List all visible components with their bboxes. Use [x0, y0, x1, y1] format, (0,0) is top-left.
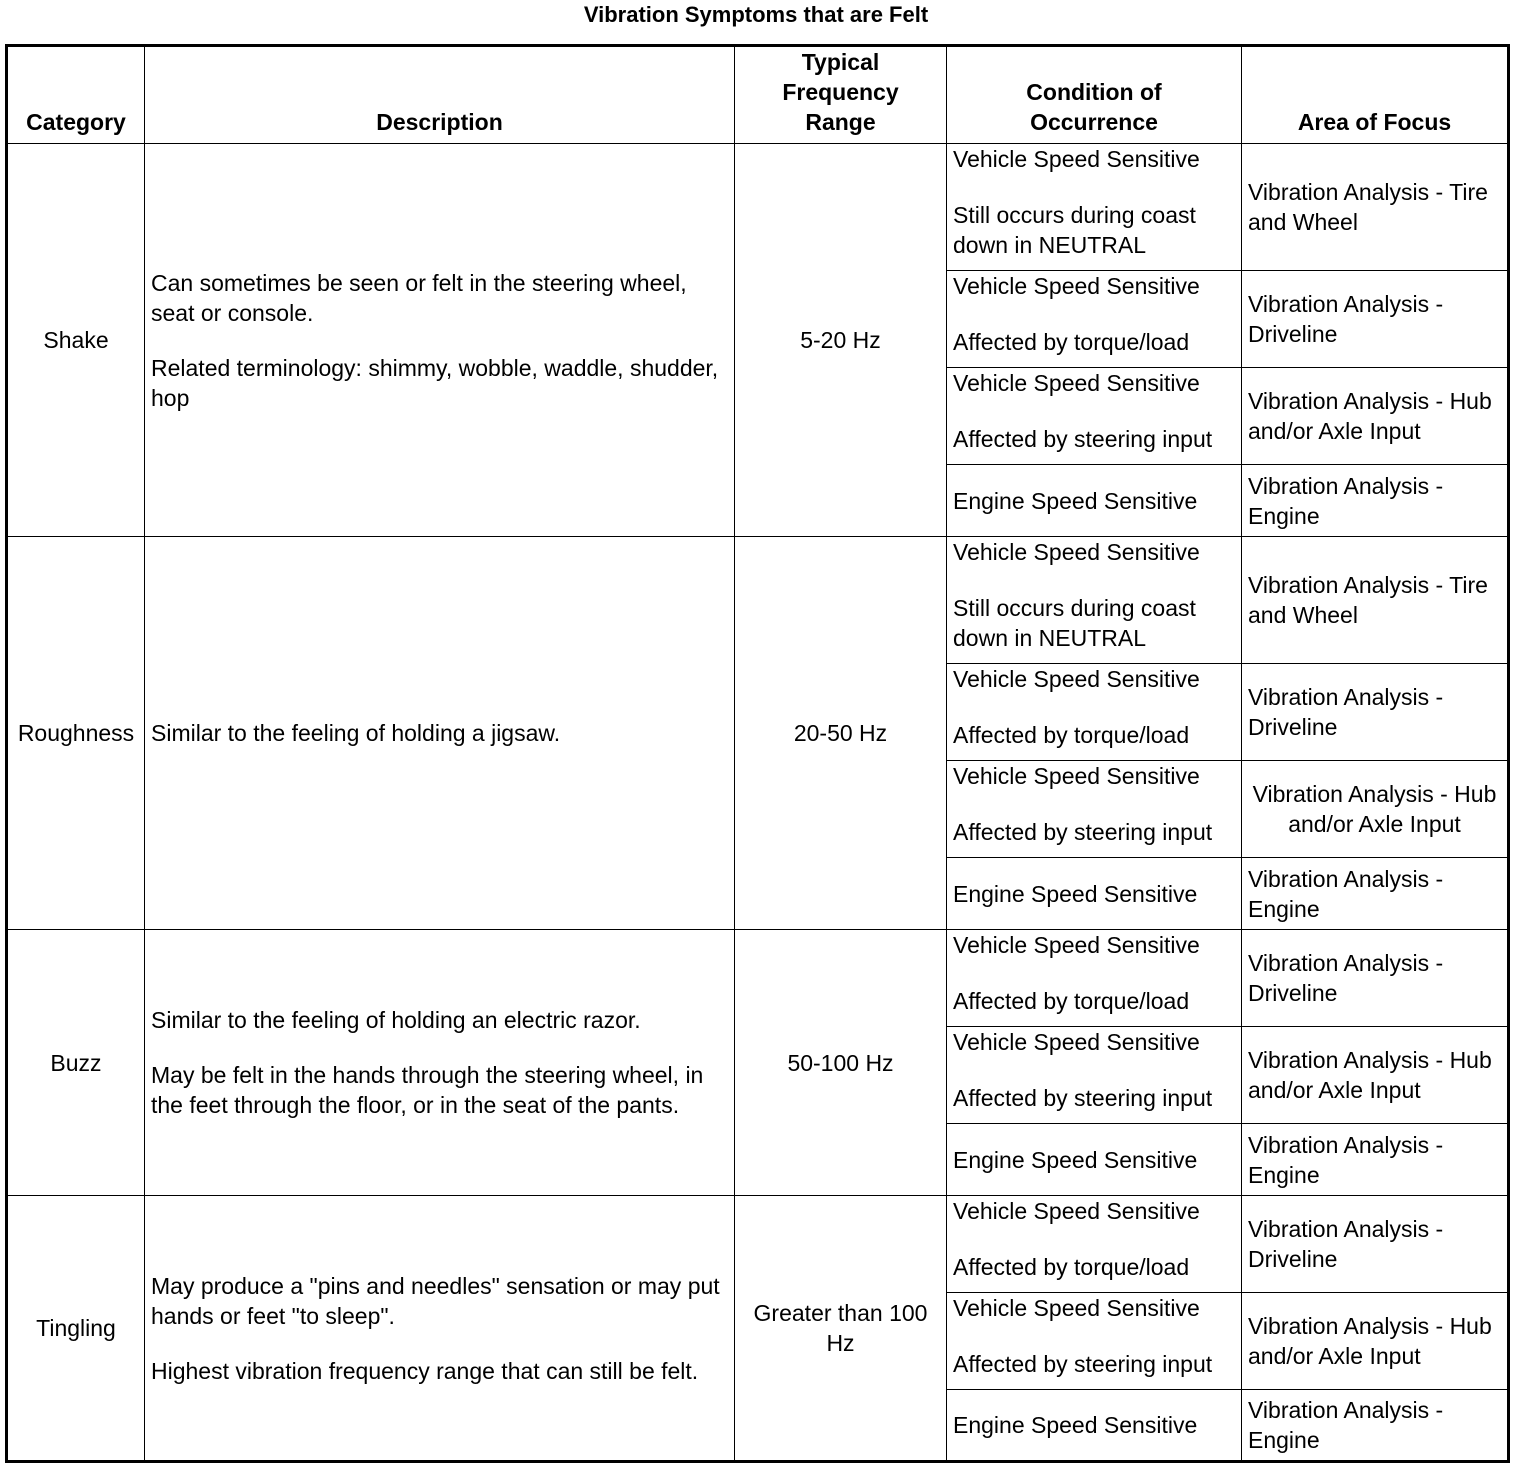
focus-cell: Vibration Analysis - Hub and/or Axle Input [1242, 1027, 1509, 1124]
description-paragraph: Similar to the feeling of holding a jigsaw. [151, 720, 561, 746]
condition-line: Affected by steering input [953, 1085, 1213, 1111]
description-cell [145, 144, 735, 537]
condition-line: Engine Speed Sensitive [953, 1412, 1198, 1438]
condition-line: Affected by steering input [953, 819, 1213, 845]
condition-line: Affected by torque/load [953, 722, 1190, 748]
focus-cell: Vibration Analysis - Engine [1242, 465, 1509, 537]
description-cell [145, 537, 735, 930]
condition-line: Engine Speed Sensitive [953, 1146, 1198, 1173]
focus-cell: Vibration Analysis - Tire and Wheel [1242, 144, 1509, 271]
condition-cell [947, 1293, 1242, 1390]
description-paragraph: Related terminology: shimmy, wobble, waddle, shudder, hop [151, 354, 719, 411]
condition-line: Vehicle Speed Sensitive [953, 1029, 1200, 1055]
description-cell [145, 1196, 735, 1462]
condition-cell [947, 1027, 1242, 1124]
condition-cell [947, 1124, 1242, 1196]
description-paragraph: May be felt in the hands through the steering wheel, in the feet through the floor, or in the seat of the pants. [151, 1062, 704, 1118]
condition-line: Affected by torque/load [953, 988, 1190, 1014]
condition-line: Affected by steering input [953, 1351, 1213, 1377]
frequency-cell: 5-20 Hz [735, 144, 947, 537]
condition-line: Vehicle Speed Sensitive [953, 932, 1200, 958]
condition-line: Still occurs during coast down in NEUTRAL [953, 202, 1196, 258]
header-frequency: Typical Frequency Range [735, 46, 947, 144]
focus-cell: Vibration Analysis - Hub and/or Axle Input [1242, 761, 1509, 858]
condition-cell [947, 144, 1242, 271]
frequency-cell: Greater than 100 Hz [735, 1196, 947, 1462]
condition-cell [947, 368, 1242, 465]
header-category: Category [7, 46, 145, 144]
description-cell [145, 930, 735, 1196]
frequency-cell: 20-50 Hz [735, 537, 947, 930]
header-focus: Area of Focus [1242, 46, 1509, 144]
condition-line: Vehicle Speed Sensitive [953, 146, 1200, 172]
condition-line: Still occurs during coast down in NEUTRAL [953, 595, 1196, 651]
frequency-cell: 50-100 Hz [735, 930, 947, 1196]
condition-line: Vehicle Speed Sensitive [953, 763, 1200, 789]
focus-cell: Vibration Analysis - Driveline [1242, 1196, 1509, 1293]
table-row [7, 537, 1509, 664]
category-cell: Shake [7, 144, 145, 537]
condition-cell [947, 465, 1242, 537]
category-cell: Tingling [7, 1196, 145, 1462]
description-paragraph: Similar to the feeling of holding an electric razor. [151, 1007, 641, 1033]
focus-cell: Vibration Analysis - Engine [1242, 858, 1509, 930]
condition-cell [947, 537, 1242, 664]
condition-line: Vehicle Speed Sensitive [953, 539, 1200, 565]
condition-cell [947, 1390, 1242, 1462]
condition-cell [947, 930, 1242, 1027]
condition-line: Affected by torque/load [953, 329, 1190, 355]
header-description: Description [145, 46, 735, 144]
description-paragraph: Can sometimes be seen or felt in the steering wheel, seat or console. [151, 269, 687, 326]
condition-cell [947, 271, 1242, 368]
condition-cell [947, 664, 1242, 761]
condition-cell [947, 761, 1242, 858]
condition-line: Affected by steering input [953, 426, 1213, 452]
table-body [7, 144, 1509, 1462]
header-row [7, 46, 1509, 144]
description-paragraph: May produce a "pins and needles" sensation or may put hands or feet "to sleep". [151, 1272, 720, 1329]
condition-line: Affected by torque/load [953, 1254, 1190, 1280]
table-row [7, 144, 1509, 271]
header-condition: Condition of Occurrence [947, 46, 1242, 144]
category-cell: Roughness [7, 537, 145, 930]
focus-cell: Vibration Analysis - Tire and Wheel [1242, 537, 1509, 664]
condition-line: Vehicle Speed Sensitive [953, 370, 1200, 396]
focus-cell: Vibration Analysis - Engine [1242, 1390, 1509, 1462]
condition-line: Engine Speed Sensitive [953, 487, 1198, 514]
condition-line: Vehicle Speed Sensitive [953, 1295, 1200, 1321]
condition-line: Engine Speed Sensitive [953, 880, 1198, 907]
condition-cell [947, 1196, 1242, 1293]
focus-cell: Vibration Analysis - Driveline [1242, 930, 1509, 1027]
condition-cell [947, 858, 1242, 930]
table-title: Vibration Symptoms that are Felt [583, 2, 929, 27]
focus-cell: Vibration Analysis - Hub and/or Axle Input [1242, 368, 1509, 465]
category-cell: Buzz [7, 930, 145, 1196]
condition-line: Vehicle Speed Sensitive [953, 1198, 1200, 1224]
focus-cell: Vibration Analysis - Engine [1242, 1124, 1509, 1196]
vibration-symptoms-table [5, 44, 1510, 1463]
condition-line: Vehicle Speed Sensitive [953, 273, 1200, 299]
table-row [7, 1196, 1509, 1293]
table-row [7, 930, 1509, 1027]
condition-line: Vehicle Speed Sensitive [953, 666, 1200, 692]
focus-cell: Vibration Analysis - Driveline [1242, 664, 1509, 761]
focus-cell: Vibration Analysis - Driveline [1242, 271, 1509, 368]
description-paragraph: Highest vibration frequency range that can still be felt. [151, 1357, 699, 1384]
focus-cell: Vibration Analysis - Hub and/or Axle Input [1242, 1293, 1509, 1390]
